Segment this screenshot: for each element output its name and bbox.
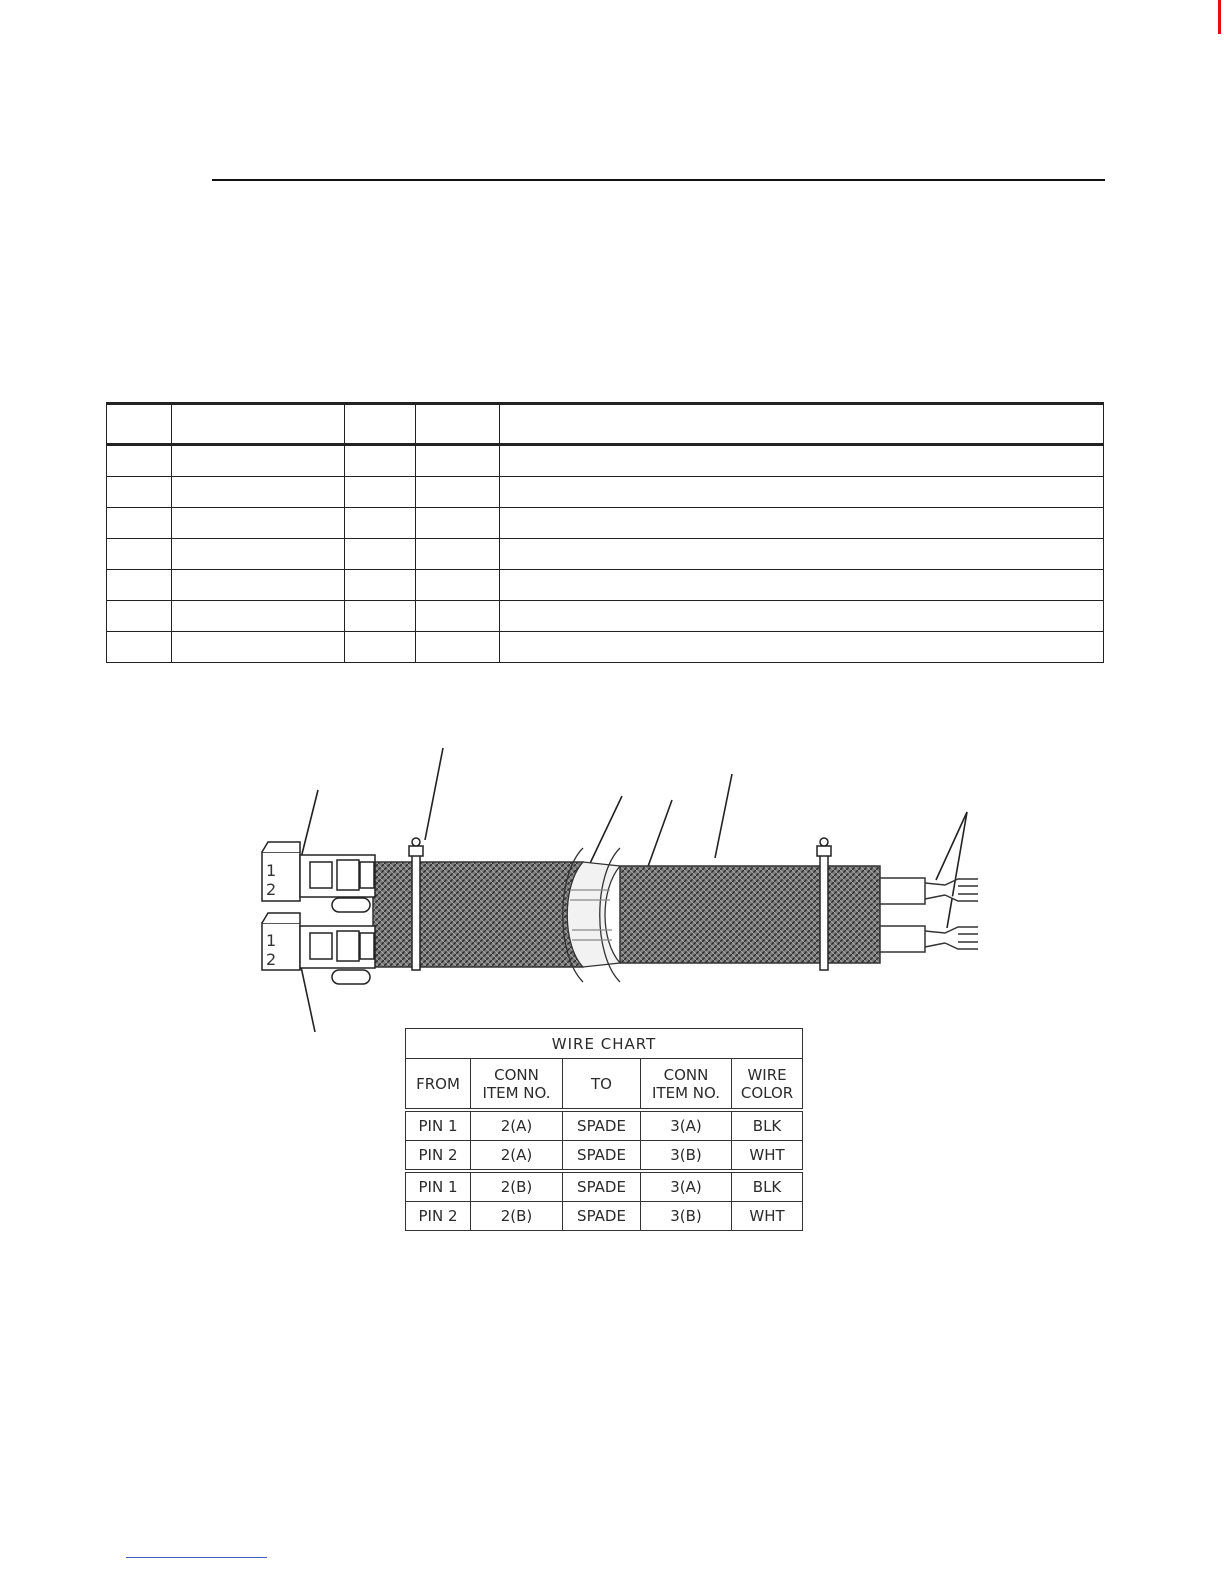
- table-cell: [172, 508, 345, 539]
- table-cell: [416, 404, 500, 445]
- table-cell: [345, 539, 416, 570]
- connector-a: [262, 842, 375, 912]
- table-cell: [500, 508, 1104, 539]
- wire-color-cell: BLK: [732, 1110, 803, 1141]
- table-cell: [500, 632, 1104, 663]
- parts-table-header-row: [107, 404, 1104, 445]
- conn-item-cell: 2(B): [471, 1171, 563, 1202]
- to-cell: SPADE: [563, 1202, 641, 1231]
- table-cell: [107, 508, 172, 539]
- table-cell: [107, 539, 172, 570]
- table-cell: [345, 632, 416, 663]
- table-cell: [500, 404, 1104, 445]
- table-cell: [345, 570, 416, 601]
- table-cell: [500, 570, 1104, 601]
- table-row: [107, 477, 1104, 508]
- table-row: [107, 445, 1104, 477]
- column-header-from: FROM: [406, 1059, 471, 1111]
- table-cell: [107, 477, 172, 508]
- column-header-conn-item-to: CONN ITEM NO.: [641, 1059, 732, 1111]
- table-cell: [416, 539, 500, 570]
- wire-color-cell: WHT: [732, 1141, 803, 1172]
- table-cell: [107, 445, 172, 477]
- braided-sleeve: [373, 862, 880, 967]
- wire-color-cell: WHT: [732, 1202, 803, 1231]
- page-edge-mark: [1218, 0, 1221, 34]
- table-row: [107, 539, 1104, 570]
- conn-item-cell: 3(A): [641, 1110, 732, 1141]
- table-cell: [345, 404, 416, 445]
- wire-chart-table: [405, 1028, 803, 1231]
- table-cell: [416, 477, 500, 508]
- from-cell: PIN 2: [406, 1202, 471, 1231]
- conn-item-cell: 2(A): [471, 1141, 563, 1172]
- cable-assembly-diagram: [0, 690, 1224, 1050]
- to-cell: SPADE: [563, 1141, 641, 1172]
- table-cell: [345, 601, 416, 632]
- conn-item-cell: 3(B): [641, 1141, 732, 1172]
- table-cell: [345, 445, 416, 477]
- table-cell: [345, 508, 416, 539]
- from-cell: PIN 1: [406, 1171, 471, 1202]
- table-cell: [500, 477, 1104, 508]
- table-row: [406, 1202, 803, 1231]
- header-rule: [212, 179, 1105, 181]
- connector-b-pin-2-label: 2: [266, 950, 277, 969]
- connector-a-pin-1-label: 1: [266, 861, 277, 880]
- table-cell: [500, 601, 1104, 632]
- to-cell: SPADE: [563, 1110, 641, 1141]
- table-row: [406, 1171, 803, 1202]
- conn-item-cell: 2(A): [471, 1110, 563, 1141]
- table-cell: [500, 445, 1104, 477]
- table-row: [107, 508, 1104, 539]
- table-cell: [416, 445, 500, 477]
- table-cell: [416, 632, 500, 663]
- table-row: [406, 1141, 803, 1172]
- spade-terminals: [880, 878, 978, 952]
- table-cell: [416, 508, 500, 539]
- connector-b: [262, 913, 375, 984]
- table-row: [406, 1110, 803, 1141]
- table-cell: [172, 404, 345, 445]
- table-cell: [107, 632, 172, 663]
- table-cell: [416, 570, 500, 601]
- table-cell: [416, 601, 500, 632]
- column-header-wire-color: WIRE COLOR: [732, 1059, 803, 1111]
- connector-b-pin-1-label: 1: [266, 931, 277, 950]
- table-cell: [172, 601, 345, 632]
- table-cell: [172, 539, 345, 570]
- table-cell: [345, 477, 416, 508]
- table-cell: [107, 601, 172, 632]
- table-cell: [107, 404, 172, 445]
- column-header-to: TO: [563, 1059, 641, 1111]
- table-cell: [172, 445, 345, 477]
- table-cell: [172, 477, 345, 508]
- column-header-conn-item-from: CONN ITEM NO.: [471, 1059, 563, 1111]
- conn-item-cell: 2(B): [471, 1202, 563, 1231]
- conn-item-cell: 3(A): [641, 1171, 732, 1202]
- table-cell: [500, 539, 1104, 570]
- table-row: [107, 601, 1104, 632]
- table-cell: [172, 570, 345, 601]
- connector-a-pin-2-label: 2: [266, 880, 277, 899]
- table-cell: [107, 570, 172, 601]
- table-row: [107, 570, 1104, 601]
- to-cell: SPADE: [563, 1171, 641, 1202]
- wire-chart-title: WIRE CHART: [406, 1029, 803, 1059]
- from-cell: PIN 2: [406, 1141, 471, 1172]
- footer-link-underline[interactable]: [126, 1557, 267, 1558]
- table-cell: [172, 632, 345, 663]
- conn-item-cell: 3(B): [641, 1202, 732, 1231]
- parts-list-table: [106, 402, 1104, 663]
- wire-color-cell: BLK: [732, 1171, 803, 1202]
- from-cell: PIN 1: [406, 1110, 471, 1141]
- table-row: [107, 632, 1104, 663]
